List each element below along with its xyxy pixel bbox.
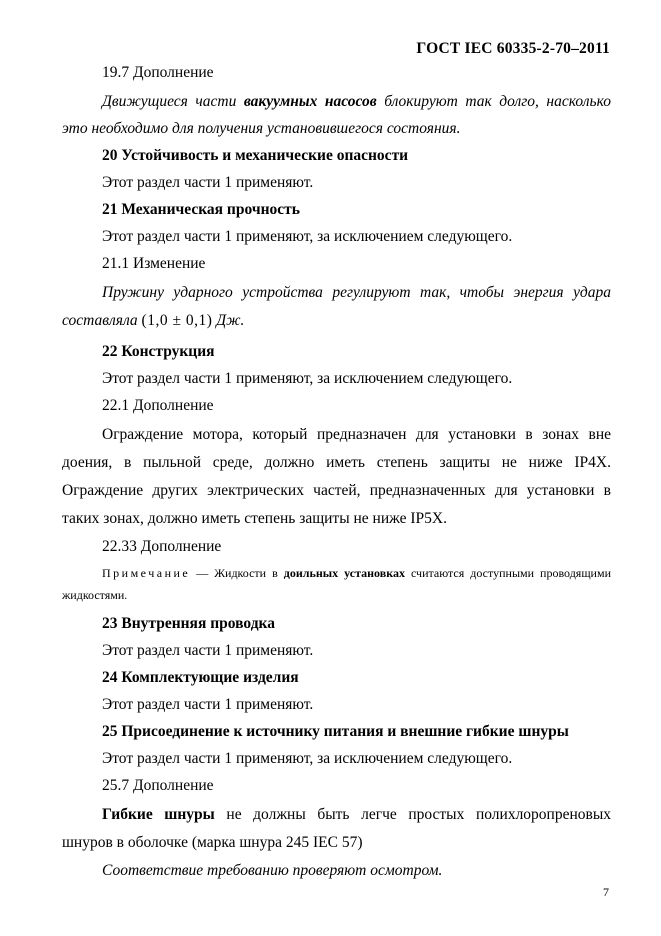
term-vacuum-pumps: вакуумных насосов xyxy=(243,93,377,110)
section-25-text: Этот раздел части 1 применяют, за исключением следующего. xyxy=(102,750,513,767)
clause-21-1-text: Пружину ударного устройства регулируют так, чтобы энергия удара составляла (1,0 ± 0,1) Дж. xyxy=(62,284,611,329)
section-22-heading: 22 Конструкция xyxy=(102,343,215,360)
note-label: Примечание xyxy=(102,566,191,580)
note-22-33: Примечание — Жидкости в доильных установках считаются доступными проводящими жидкостями. xyxy=(62,566,611,602)
clause-22-1: 22.1 Дополнение xyxy=(102,397,214,414)
document-header: ГОСТ IEC 60335-2-70–2011 xyxy=(416,40,610,57)
section-24-heading: 24 Комплектующие изделия xyxy=(102,669,299,686)
section-20-heading: 20 Устойчивость и механические опасности xyxy=(102,147,409,164)
page-number: 7 xyxy=(603,885,609,899)
section-24-text: Этот раздел части 1 применяют. xyxy=(102,696,314,713)
energy-formula: (1,0 ± 0,1) xyxy=(141,312,213,329)
clause-19-7: 19.7 Дополнение xyxy=(102,64,214,81)
compliance-check: Соответствие требованию проверяют осмотром. xyxy=(102,862,443,879)
section-21-text: Этот раздел части 1 применяют, за исключением следующего. xyxy=(102,228,513,245)
section-23-text: Этот раздел части 1 применяют. xyxy=(102,642,314,659)
page-content xyxy=(62,60,611,885)
section-21-heading: 21 Механическая прочность xyxy=(102,201,300,218)
section-22-text: Этот раздел части 1 применяют, за исключением следующего. xyxy=(102,370,513,387)
clause-25-7: 25.7 Дополнение xyxy=(102,777,214,794)
clause-22-1-text: Ограждение мотора, который предназначен для установки в зонах вне доения, в пыльной среде, должно иметь степень защиты не ниже IP4X. Ограждение других электрических частей, предназначенных для установки в таких зонах, должно иметь степень защиты не ниже IP5X. xyxy=(62,426,611,527)
clause-22-33: 22.33 Дополнение xyxy=(102,538,222,555)
section-23-heading: 23 Внутренняя проводка xyxy=(102,615,275,632)
section-25-heading: 25 Присоединение к источнику питания и внешние гибкие шнуры xyxy=(102,723,569,740)
term-milking-installations: доильных установках xyxy=(283,566,405,580)
term-flexible-cords: Гибкие шнуры xyxy=(102,806,215,823)
clause-25-7-text: Гибкие шнуры не должны быть легче простых полихлоропреновых шнуров в оболочке (марка шнура 245 IEC 57) xyxy=(62,806,612,851)
section-20-text: Этот раздел части 1 применяют. xyxy=(102,174,314,191)
clause-19-7-text: Движущиеся части вакуумных насосов блокируют так долго, насколько это необходимо для получения установившегося состояния. xyxy=(62,93,611,137)
clause-21-1: 21.1 Изменение xyxy=(102,255,206,272)
